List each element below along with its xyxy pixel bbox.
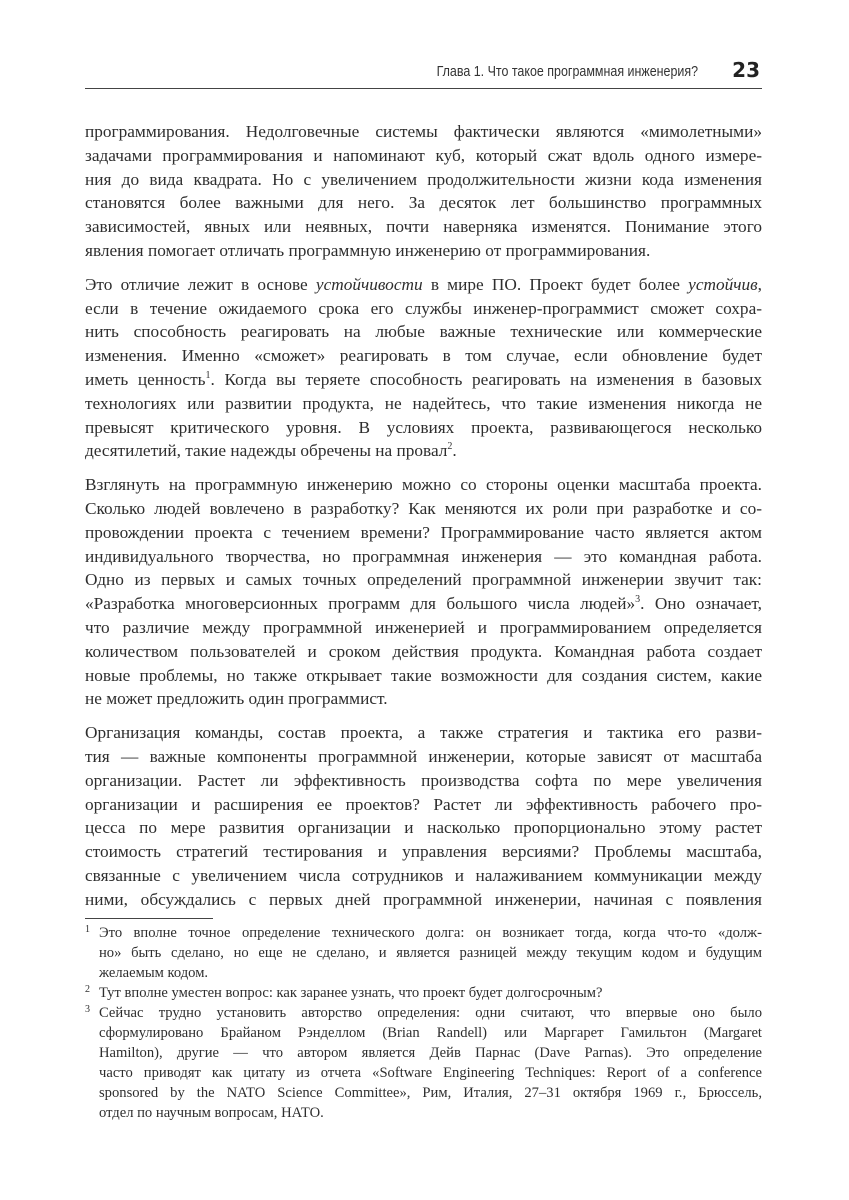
text-run: . xyxy=(452,441,457,461)
footnote-number: 3 xyxy=(85,1004,90,1015)
emphasis-term: устойчивости xyxy=(315,274,423,294)
text-line: стоимость стратегий тестирования и управления версиями? Проблемы масштаба, xyxy=(85,842,762,862)
footnote-ref-3[interactable]: 3 xyxy=(635,594,641,606)
text-line: становятся более важными для него. За десяток лет большинство программных xyxy=(85,193,762,213)
text-run: . Когда вы теряете способность реагировать на изменения в базовых xyxy=(210,369,762,389)
text-line: Сколько людей вовлечено в разработку? Как меняются их роли при разработке и со- xyxy=(85,498,762,518)
footnote-line: Тут вполне уместен вопрос: как заранее узнать, что проект будет долгосрочным? xyxy=(99,985,603,1001)
footnote-2 xyxy=(85,983,762,1003)
text-line xyxy=(85,439,762,463)
text-line: задачами программирования и напоминают куб, который сжат вдоль одного измере- xyxy=(85,145,762,165)
text-line: явления помогает отличать программную инженерию от программирования. xyxy=(85,240,651,260)
footnote-separator xyxy=(85,918,213,919)
footnote-number: 2 xyxy=(85,984,90,995)
footnote-line: sponsored by the NATO Science Committee», Рим, Италия, 27–31 октября 1969 г., Брюссель, xyxy=(99,1085,762,1101)
footnote-1 xyxy=(85,923,762,983)
footnotes xyxy=(85,923,762,1123)
footnote-line: Hamilton), другие — что автором является Дейв Парнас (Dave Parnas). Это определение xyxy=(99,1045,762,1061)
text-line: не может предложить один программист. xyxy=(85,689,388,709)
text-line xyxy=(85,368,762,392)
text-line: связанные с увеличением числа сотрудников и налаживанием коммуникации между xyxy=(85,865,762,885)
text-run: в мире ПО. Проект будет более xyxy=(422,274,689,294)
text-line xyxy=(85,273,762,297)
text-line: ния до вида квадрата. Но с увеличением продолжительности жизни кода изменения xyxy=(85,169,762,189)
paragraph-3 xyxy=(85,473,762,711)
text-run: «Разработка многоверсионных программ для большого числа людей» xyxy=(85,594,636,614)
text-line: ними, обсуждались с первых дней программной инженерии, начиная с появления xyxy=(85,889,762,909)
text-line: индивидуального творчества, но программная инженерия — это командная работа. xyxy=(85,546,762,566)
text-line: если в течение ожидаемого срока его службы инженер-программист сможет сохра- xyxy=(85,298,762,318)
footnote-ref-1[interactable]: 1 xyxy=(205,369,211,381)
text-run: иметь ценность xyxy=(85,369,206,389)
chapter-title: Глава 1. Что такое программная инженерия? xyxy=(436,64,698,80)
text-line: новые проблемы, но также открывает такие возможности для создания систем, какие xyxy=(85,665,762,685)
text-line: количеством пользователей и сроком действия продукта. Командная работа создает xyxy=(85,641,762,661)
text-line: нить способность реагировать на любые важные технические или коммерческие xyxy=(85,322,762,342)
text-line: организации и расширения ее проектов? Растет ли эффективность рабочего про- xyxy=(85,794,762,814)
emphasis-term: устойчив xyxy=(688,274,758,294)
footnote-line: Это вполне точное определение технического долга: он возникает тогда, когда что-то «долж- xyxy=(99,925,762,941)
footnote-3 xyxy=(85,1003,762,1123)
footnote-line: часто приводят как цитату из отчета «Software Engineering Techniques: Report of a conference xyxy=(99,1065,762,1081)
running-header xyxy=(85,58,762,89)
text-line: Организация команды, состав проекта, а также стратегия и тактика его разви- xyxy=(85,723,762,743)
paragraph-1 xyxy=(85,120,762,263)
text-line: тия — важные компоненты программной инженерии, которые зависят от масштаба xyxy=(85,746,762,766)
text-run: десятилетий, такие надежды обречены на провал xyxy=(85,441,448,461)
text-line: программирования. Недолговечные системы фактически являются «мимолетными» xyxy=(85,122,762,141)
paragraph-4 xyxy=(85,721,762,911)
text-line: Одно из первых и самых точных определений программной инженерии звучит так: xyxy=(85,570,762,590)
page-number: 23 xyxy=(732,58,760,82)
text-line: организации. Растет ли эффективность производства софта по мере увеличения xyxy=(85,770,762,790)
text-line: технологиях или развитии продукта, не надейтесь, что такие изменения никогда не xyxy=(85,393,762,413)
footnote-line: сформулировано Брайаном Рэнделлом (Brian Randell) или Маргарет Гамильтон (Margaret xyxy=(99,1025,762,1041)
footnote-line: желаемым кодом. xyxy=(99,965,209,981)
text-line: что различие между программной инженерией и программированием определяется xyxy=(85,617,762,637)
text-line: изменения. Именно «сможет» реагировать в том случае, если обновление будет xyxy=(85,346,762,366)
text-line xyxy=(85,592,762,616)
footnote-ref-2[interactable]: 2 xyxy=(447,441,453,453)
text-line: превысят критического уровня. В условиях проекта, развивающегося несколько xyxy=(85,417,762,437)
text-line: цесса по мере развития организации и насколько пропорционально этому растет xyxy=(85,818,762,838)
footnote-line: но» быть сделано, но еще не сделано, и является разницей между текущим кодом и будущим xyxy=(99,945,762,961)
footnote-line: отдел по научным вопросам, НАТО. xyxy=(99,1105,324,1121)
text-line: Взглянуть на программную инженерию можно со стороны оценки масштаба проекта. xyxy=(85,475,762,495)
text-line: провождении проекта с течением времени? Программирование часто является актом xyxy=(85,522,762,542)
text-run: , xyxy=(757,274,762,294)
text-run: . Оно означает, xyxy=(640,594,762,614)
footnote-number: 1 xyxy=(85,924,90,935)
text-line: зависимостей, явных или неявных, почти наверняка изменятся. Понимание этого xyxy=(85,217,762,237)
paragraph-2 xyxy=(85,273,762,463)
body-text xyxy=(85,120,762,922)
text-run: Это отличие лежит в основе xyxy=(85,274,316,294)
footnote-line: Сейчас трудно установить авторство определения: одни считают, что впервые оно было xyxy=(99,1005,762,1021)
